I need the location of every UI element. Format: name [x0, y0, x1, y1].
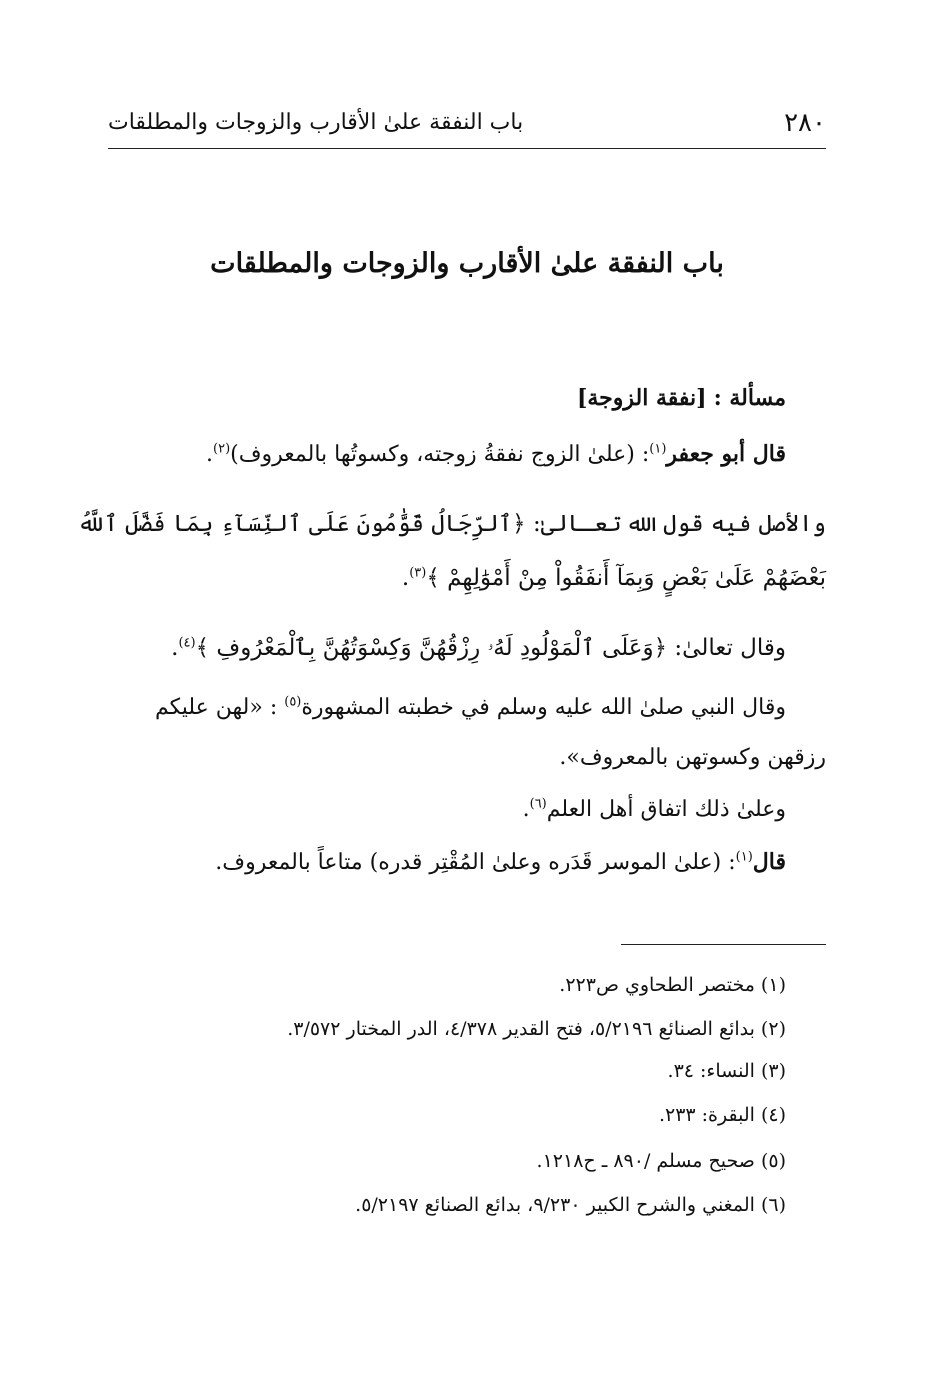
- text-segment: وعلىٰ ذلك اتفاق أهل العلم: [546, 797, 786, 822]
- text-segment: .: [522, 797, 530, 822]
- text-segment: رزقهن وكسوتهن بالمعروف».: [559, 745, 826, 770]
- running-header: [108, 104, 826, 149]
- author-name: قال أبو جعفر: [666, 441, 786, 467]
- footnote-ref: (٥): [284, 694, 302, 710]
- text-segment: قال: [752, 849, 786, 875]
- footnote-item: (٣) النساء: ٣٤.: [667, 1060, 786, 1082]
- chapter-title: باب النفقة علىٰ الأقارب والزوجات والمطلقات: [210, 248, 724, 279]
- footnote-item: (٤) البقرة: ٢٣٣.: [658, 1104, 786, 1126]
- text-segment: : (علىٰ الزوج نفقةُ زوجته، وكسوتُها بالمعروف): [230, 442, 650, 467]
- text-line-2: [77, 506, 826, 542]
- footnote-item: (٥) صحيح مسلم /٨٩٠ ـ ح١٢١٨.: [536, 1150, 786, 1172]
- text-segment: وقال النبي صلىٰ الله عليه وسلم في خطبته المشهورة: [301, 695, 786, 720]
- text-line-8: [108, 844, 786, 881]
- text-segment: .: [401, 565, 410, 591]
- footnote-ref: (٤): [178, 635, 196, 651]
- quran-verse: والأصل فيه قول الله تعـالىٰ: ﴿ٱلرِّجَالُ قَوَّٰمُونَ عَلَى ٱلنِّسَآءِ بِمَا فَضَّلَ ٱللَّهُ: [77, 511, 826, 537]
- footnote-item: (٦) المغني والشرح الكبير ٩/٢٣٠، بدائع الصنائع ٥/٢١٩٧.: [355, 1194, 786, 1216]
- text-line-7: [108, 792, 786, 828]
- footnote-item: (٢) بدائع الصنائع ٥/٢١٩٦، فتح القدير ٤/٣٧٨، الدر المختار ٣/٥٧٢.: [287, 1018, 786, 1040]
- text-line-5: [108, 690, 786, 726]
- text-segment: .: [206, 442, 213, 467]
- masala-heading: [108, 380, 786, 417]
- quran-verse: وقال تعالىٰ: ﴿وَعَلَى ٱلْمَوْلُودِ لَهُۥ رِزْقُهُنَّ وَكِسْوَتُهُنَّ بِٱلْمَعْرُوفِ ﴾: [195, 635, 786, 661]
- text-line-3: [108, 560, 826, 596]
- text-segment: : (علىٰ الموسر قَدَره وعلىٰ المُقْتِر قدره) متاعاً بالمعروف.: [215, 850, 736, 875]
- quran-verse: بَعْضَهُمْ عَلَىٰ بَعْضٍ وَبِمَآ أَنفَقُواْ مِنْ أَمْوَٰلِهِمْ ﴾: [426, 565, 826, 591]
- text-segment: : «لهن عليكم: [154, 695, 285, 720]
- text-line-1: [108, 436, 786, 473]
- footnote-separator: [621, 944, 826, 945]
- running-title: باب النفقة علىٰ الأقارب والزوجات والمطلقات: [108, 110, 524, 135]
- masala-label: مسألة :: [713, 385, 786, 411]
- footnote-ref: (٢): [213, 441, 231, 457]
- masala-topic: [نفقة الزوجة]: [576, 385, 707, 411]
- footnote-ref: (٣): [409, 565, 427, 581]
- text-segment: .: [171, 635, 179, 661]
- text-line-6: [108, 740, 826, 776]
- page-number: ٢٨٠: [784, 108, 826, 138]
- footnote-item: (١) مختصر الطحاوي ص٢٢٣.: [559, 974, 786, 996]
- footnote-ref: (١): [649, 441, 667, 457]
- footnote-ref: (٦): [529, 796, 547, 812]
- footnote-ref: (١): [735, 849, 753, 865]
- text-line-4: [108, 630, 786, 666]
